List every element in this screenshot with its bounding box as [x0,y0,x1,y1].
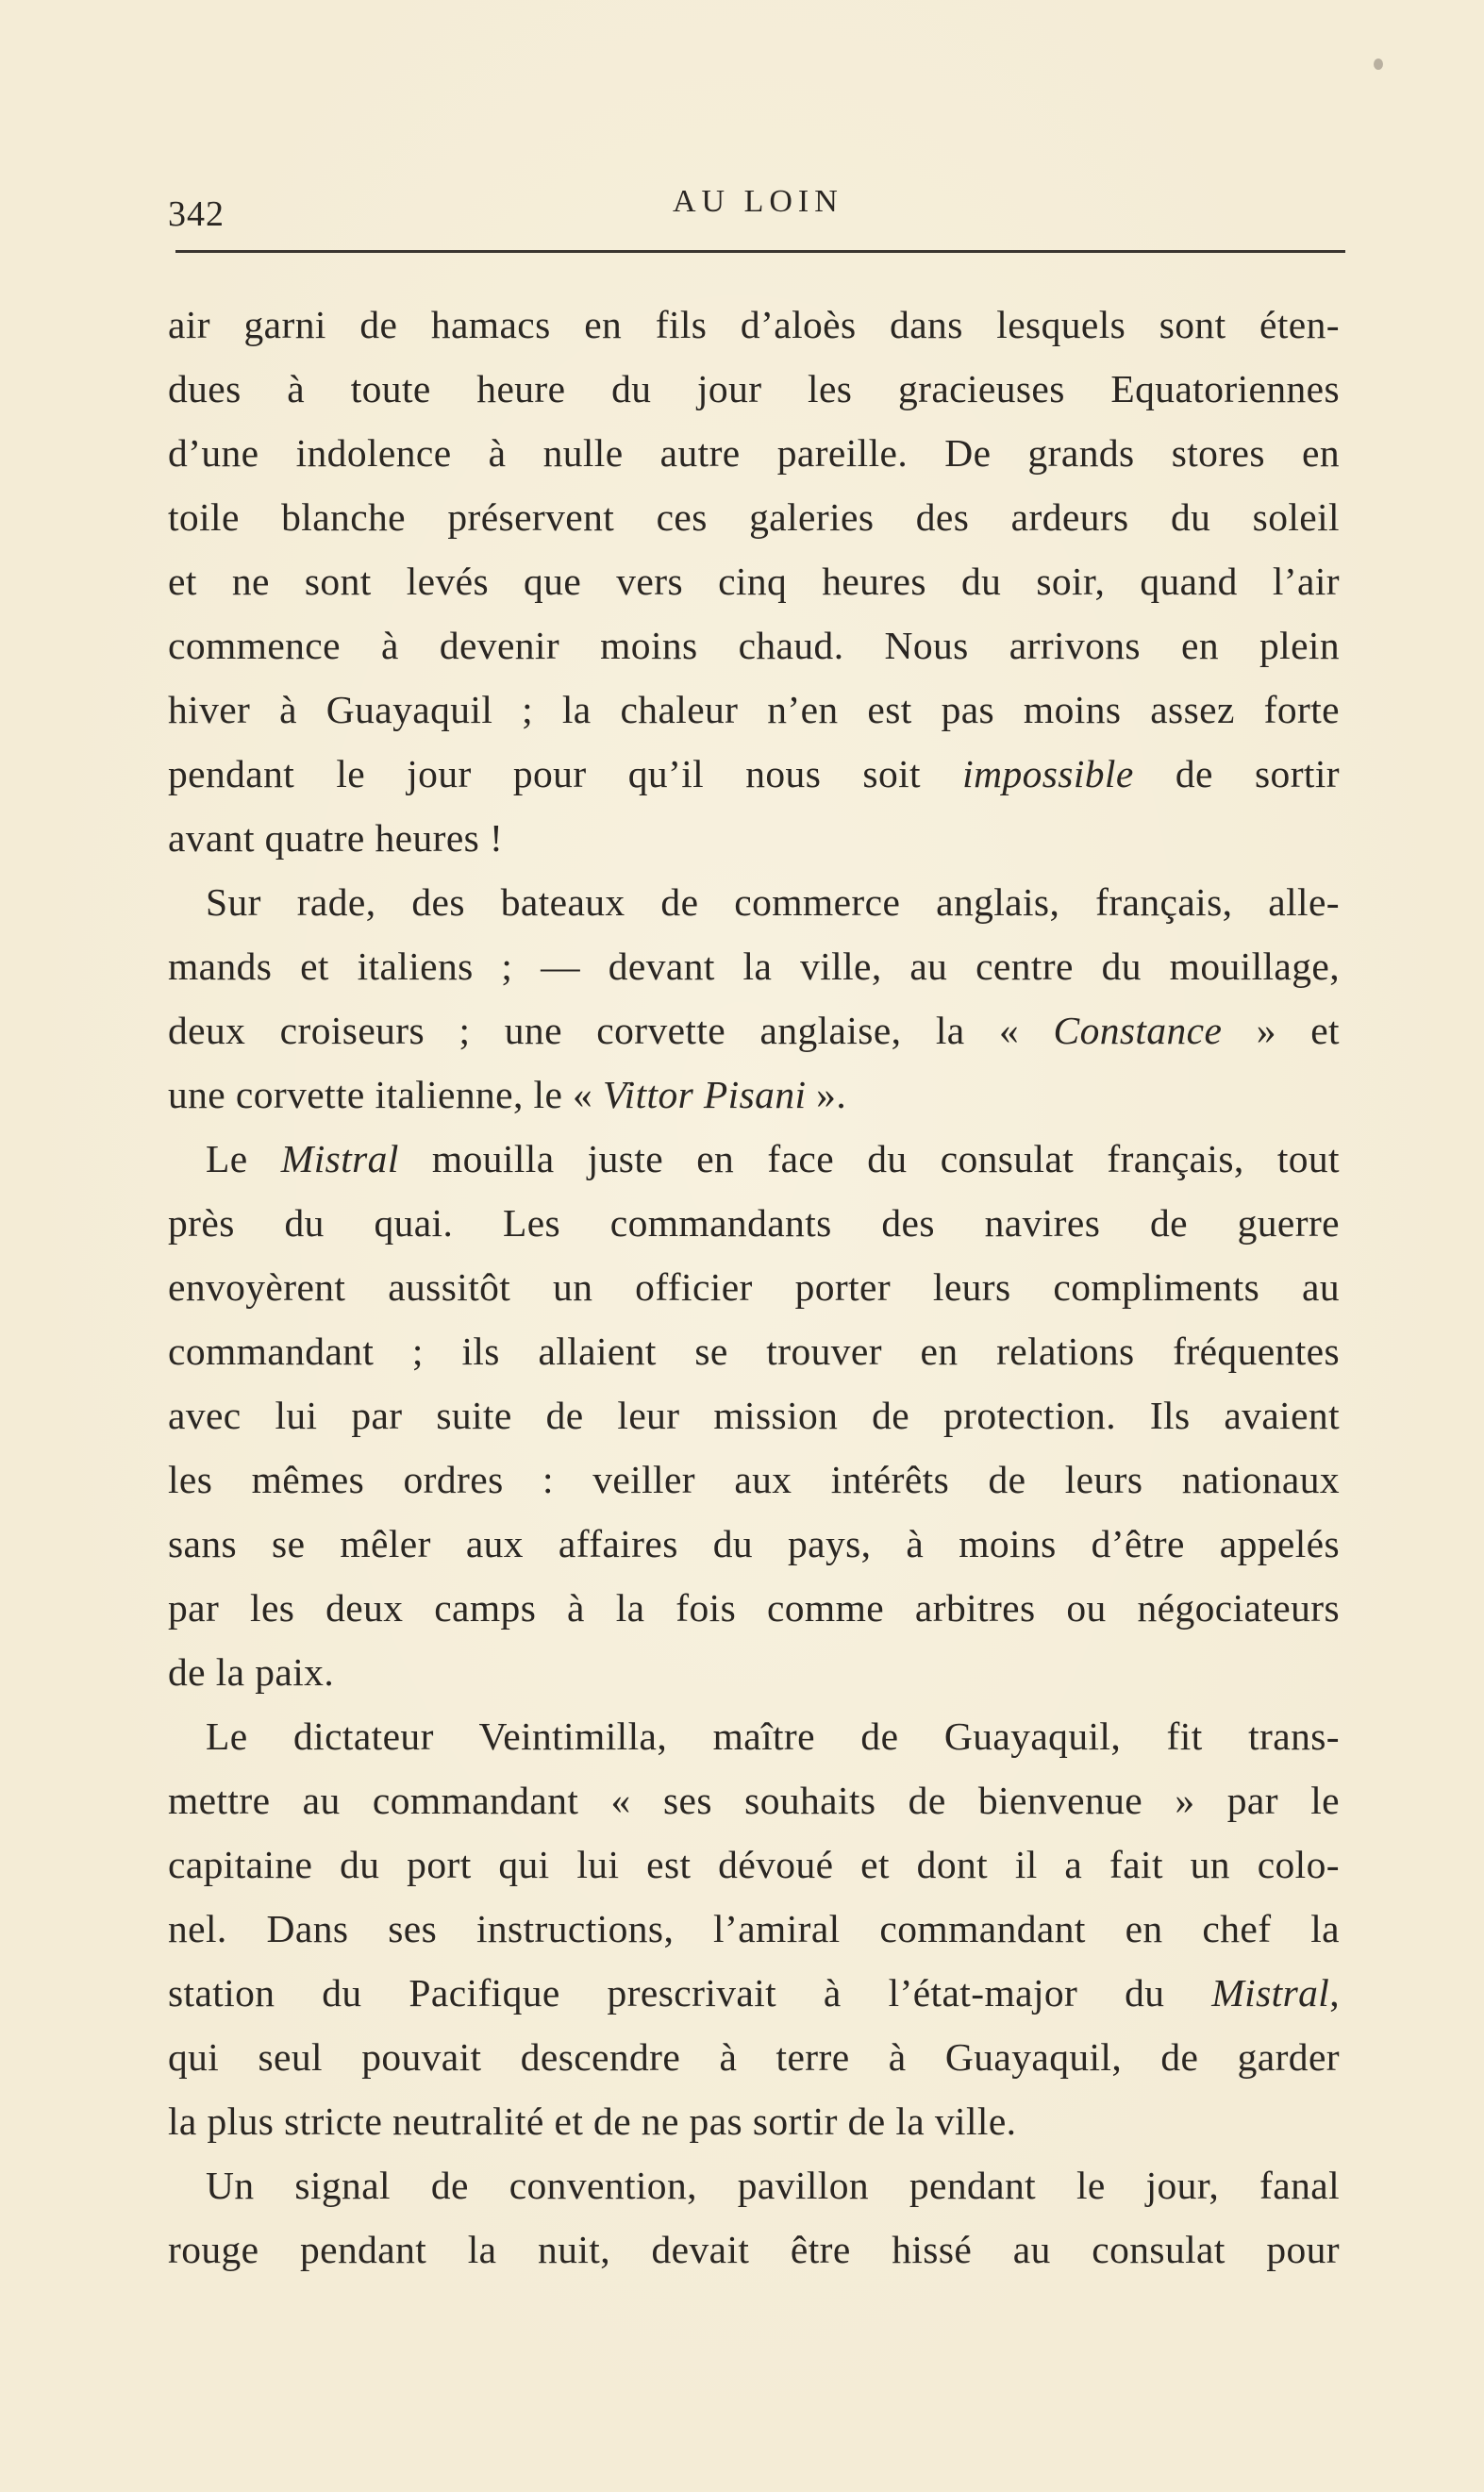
text-line: mettre au commandant « ses souhaits de bienvenue » par le [168,1779,1340,1822]
text-line: mands et italiens ; — devant la ville, au centre du mouillage, [168,945,1340,988]
text-line: de la paix. [168,1650,335,1694]
text-line: d’une indolence à nulle autre pareille. De grands stores en [168,431,1340,475]
italic-ship-name: Vittor Pisani [603,1073,807,1116]
italic-ship-name: Mistral [1211,1971,1330,2015]
italic-word: impossible [962,752,1134,795]
text-line: dues à toute heure du jour les gracieuses Equatoriennes [168,367,1340,410]
header-rule [175,250,1345,253]
page-header [168,184,1347,241]
italic-ship-name: Mistral [280,1137,399,1180]
text-line: la plus stricte neutralité et de ne pas sortir de la ville. [168,2099,1017,2143]
running-title: AU LOIN [673,184,843,219]
body-text [168,293,1340,2282]
text-line: Le dictateur Veintimilla, maître de Guayaquil, fit trans- [206,1714,1340,1758]
text-line: Le Mistral mouilla juste en face du consulat français, tout [206,1137,1340,1180]
text-line: commandant ; ils allaient se trouver en relations fréquentes [168,1330,1340,1373]
text-line: avant quatre heures ! [168,816,504,860]
text-line: sans se mêler aux affaires du pays, à moins d’être appelés [168,1522,1340,1565]
text-line: avec lui par suite de leur mission de protection. Ils avaient [168,1394,1340,1437]
text-line: Un signal de convention, pavillon pendant le jour, fanal [206,2164,1340,2207]
text-line: envoyèrent aussitôt un officier porter leurs compliments au [168,1265,1340,1309]
text-line: commence à devenir moins chaud. Nous arrivons en plein [168,624,1340,667]
text-line: les mêmes ordres : veiller aux intérêts de leurs nationaux [168,1458,1340,1501]
text-line: station du Pacifique prescrivait à l’état-major du Mistral, [168,1971,1340,2015]
text-line: qui seul pouvait descendre à terre à Guayaquil, de garder [168,2035,1340,2079]
text-line: capitaine du port qui lui est dévoué et dont il a fait un colo- [168,1843,1340,1886]
paper-speck [1374,59,1383,70]
text-line: rouge pendant la nuit, devait être hissé au consulat pour [168,2228,1340,2271]
text-line: une corvette italienne, le « Vittor Pisani ». [168,1073,847,1116]
text-line: air garni de hamacs en fils d’aloès dans lesquels sont éten- [168,303,1340,346]
text-line: pendant le jour pour qu’il nous soit impossible de sortir [168,752,1340,795]
text-line: toile blanche préservent ces galeries des ardeurs du soleil [168,495,1340,539]
text-line: par les deux camps à la fois comme arbitres ou négociateurs [168,1586,1340,1630]
text-line: nel. Dans ses instructions, l’amiral commandant en chef la [168,1907,1340,1950]
text-line: Sur rade, des bateaux de commerce anglais, français, alle- [206,880,1340,924]
italic-ship-name: Constance [1053,1009,1223,1052]
text-line: hiver à Guayaquil ; la chaleur n’en est pas moins assez forte [168,688,1340,731]
text-line: près du quai. Les commandants des navires de guerre [168,1201,1340,1245]
text-line: et ne sont levés que vers cinq heures du soir, quand l’air [168,560,1340,603]
text-line: deux croiseurs ; une corvette anglaise, la « Constance » et [168,1009,1340,1052]
page-number: 342 [168,194,225,234]
